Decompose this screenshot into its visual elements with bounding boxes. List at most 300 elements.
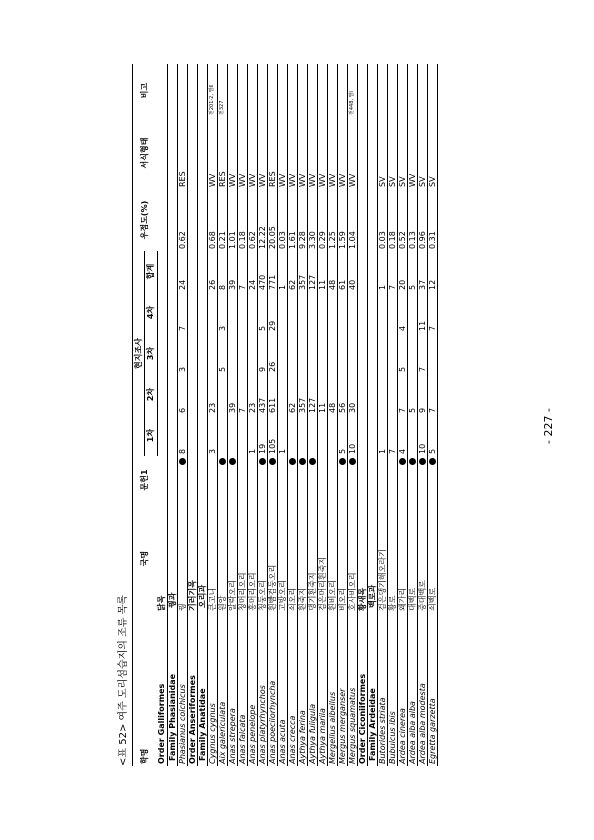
survey-total-cell: 771 [267, 274, 277, 290]
habitat-cell: WV [277, 173, 287, 187]
dominance-cell: 0.18 [387, 231, 397, 249]
scientific-name-cell: Mergus merganser [337, 688, 347, 764]
survey-count-cell: 9 [257, 366, 267, 372]
habitat-cell: WV [347, 173, 357, 187]
survey-count-cell [158, 292, 168, 333]
korean-name-cell: 흰비오리 [327, 580, 337, 611]
habitat-cell [158, 117, 168, 189]
survey-total-cell [168, 251, 178, 292]
korean-name-cell: 백로과 [367, 584, 377, 608]
dominance-cell: 0.13 [407, 231, 417, 249]
species-row [178, 64, 188, 766]
korean-name-cell: 검은머리흰죽지 [317, 556, 327, 611]
literature-cell [238, 456, 248, 504]
survey-count-cell: 1 [247, 448, 257, 454]
table-body [158, 64, 438, 766]
dominance-cell [188, 189, 198, 251]
scientific-name-cell: Egretta garzetta [427, 698, 437, 764]
survey-count-cell: 5 [407, 407, 417, 413]
remarks-cell [168, 64, 178, 117]
literature-cell [348, 456, 358, 504]
survey-count-cell [288, 415, 298, 456]
survey-count-cell [248, 292, 258, 333]
survey-count-cell [368, 333, 378, 374]
literature-record-dot-icon [309, 458, 316, 465]
survey-count-cell: 5 [397, 366, 407, 372]
remarks-cell [418, 64, 428, 117]
survey-total-cell: 39 [227, 279, 237, 290]
header-field-survey: 현지조사 [133, 251, 145, 456]
remarks-cell [268, 64, 278, 117]
habitat-cell: WV [247, 173, 257, 187]
korean-name-cell: 댕기흰죽지 [307, 572, 317, 611]
remarks-cell [338, 64, 348, 117]
habitat-cell: WV [307, 173, 317, 187]
survey-count-cell: 437 [257, 397, 267, 413]
survey-total-cell: 7 [387, 284, 397, 290]
table-caption: <표 52> 여주 도리섬습지의 조류 목록 [118, 595, 129, 766]
header-scientific-name: 학명 [133, 613, 158, 766]
literature-cell [248, 456, 258, 504]
survey-count-cell [218, 415, 228, 456]
survey-count-cell: 8 [177, 448, 187, 454]
survey-count-cell [338, 333, 348, 374]
literature-cell [188, 456, 198, 504]
dominance-cell [368, 189, 378, 251]
survey-total-cell: 127 [307, 274, 317, 290]
habitat-cell: WV [327, 173, 337, 187]
habitat-cell [358, 117, 368, 189]
dominance-cell [358, 189, 368, 251]
survey-total-cell: 20 [397, 279, 407, 290]
species-row [318, 64, 328, 766]
habitat-cell: WV [237, 173, 247, 187]
habitat-cell [168, 117, 178, 189]
habitat-cell: RES [217, 171, 227, 187]
survey-count-cell [218, 374, 228, 415]
literature-cell [298, 456, 308, 504]
survey-total-cell: 61 [337, 279, 347, 290]
literature-cell [408, 456, 418, 504]
korean-name-cell: 중대백로 [417, 580, 427, 611]
literature-record-dot-icon [179, 458, 186, 465]
literature-record-dot-icon [399, 458, 406, 465]
korean-name-cell: 대백로 [407, 587, 417, 611]
remarks-cell [258, 64, 268, 117]
survey-total-cell [158, 251, 168, 292]
species-row [398, 64, 408, 766]
korean-name-cell: 흰죽지 [297, 587, 307, 611]
species-row [278, 64, 288, 766]
survey-count-cell [208, 333, 218, 374]
species-row [238, 64, 248, 766]
remarks-cell [278, 64, 288, 117]
survey-count-cell: 19 [257, 443, 267, 454]
remarks-cell: 천448, 멸Ⅰ [349, 91, 355, 115]
survey-count-cell: 23 [247, 402, 257, 413]
survey-count-cell: 7 [417, 366, 427, 372]
literature-cell [318, 456, 328, 504]
scientific-name-cell: Phasianus colchicus [177, 684, 187, 764]
header-remarks: 비고 [133, 64, 158, 117]
remarks-cell [428, 64, 438, 117]
survey-count-cell [288, 333, 298, 374]
dominance-cell: 12.22 [257, 226, 267, 249]
korean-name-cell: 흰뺨검둥오리 [267, 564, 277, 611]
scientific-name-cell: Anas penelope [247, 704, 257, 764]
scientific-name-cell: Order Anseriformes [187, 675, 197, 764]
dominance-cell: 0.18 [237, 231, 247, 249]
korean-name-cell: 오리과 [197, 584, 207, 608]
remarks-cell [198, 64, 208, 117]
korean-name-cell: 호사비오리 [347, 572, 357, 611]
species-row [298, 64, 308, 766]
header-dominance: 우점도(%) [133, 189, 158, 251]
species-row [218, 64, 228, 766]
species-row [428, 64, 438, 766]
survey-total-cell: 40 [347, 279, 357, 290]
habitat-cell: WV [407, 173, 417, 187]
korean-name-cell: 알락오리 [227, 580, 237, 611]
survey-count-cell [378, 292, 388, 333]
survey-total-cell: 12 [427, 279, 437, 290]
survey-count-cell: 23 [207, 402, 217, 413]
header-survey-1: 1차 [145, 415, 158, 456]
survey-count-cell [238, 292, 248, 333]
survey-total-cell: 5 [407, 284, 417, 290]
literature-cell [178, 456, 188, 504]
header-survey-3: 3차 [145, 333, 158, 374]
survey-count-cell [168, 374, 178, 415]
survey-count-cell: 1 [377, 448, 387, 454]
habitat-cell: SV [427, 176, 437, 187]
species-row [388, 64, 398, 766]
survey-count-cell [298, 333, 308, 374]
survey-count-cell: 5 [427, 448, 437, 454]
habitat-cell: WV [227, 173, 237, 187]
survey-total-cell: 1 [277, 284, 287, 290]
korean-name-cell: 꿩 [177, 603, 187, 611]
family-row [198, 64, 208, 766]
korean-name-cell: 청둥오리 [257, 580, 267, 611]
species-row [208, 64, 218, 766]
literature-cell [218, 456, 228, 504]
remarks-cell [388, 64, 398, 117]
survey-count-cell [168, 292, 178, 333]
survey-count-cell: 39 [227, 402, 237, 413]
habitat-cell: SV [387, 176, 397, 187]
korean-name-cell: 홍머리오리 [247, 572, 257, 611]
korean-name-cell: 꿩과 [167, 592, 177, 608]
korean-name-cell: 기러기목 [187, 580, 197, 611]
literature-cell [198, 456, 208, 504]
scientific-name-cell: Family Ardeidae [367, 688, 377, 761]
survey-count-cell [388, 374, 398, 415]
literature-cell [278, 456, 288, 504]
korean-name-cell: 비오리 [337, 587, 347, 611]
survey-count-cell: 62 [287, 402, 297, 413]
survey-count-cell [308, 292, 318, 333]
remarks-cell [398, 64, 408, 117]
survey-count-cell: 48 [327, 402, 337, 413]
survey-count-cell: 5 [337, 448, 347, 454]
remarks-cell [288, 64, 298, 117]
survey-total-cell: 357 [297, 274, 307, 290]
species-row [288, 64, 298, 766]
survey-count-cell [328, 292, 338, 333]
literature-record-dot-icon [429, 458, 436, 465]
literature-record-dot-icon [289, 458, 296, 465]
survey-count-cell: 5 [257, 325, 267, 331]
literature-cell [208, 456, 218, 504]
remarks-cell [158, 64, 168, 117]
korean-name-cell: 검은댕기해오라기 [377, 549, 387, 611]
scientific-name-cell: Anas poecilorhyncha [267, 680, 277, 764]
habitat-cell: RES [267, 171, 277, 187]
survey-total-cell [188, 251, 198, 292]
survey-count-cell [158, 333, 168, 374]
species-row [258, 64, 268, 766]
dominance-cell [168, 189, 178, 251]
survey-count-cell [368, 374, 378, 415]
survey-total-cell: 37 [417, 279, 427, 290]
survey-count-cell [388, 292, 398, 333]
literature-record-dot-icon [339, 458, 346, 465]
species-row [378, 64, 388, 766]
scientific-name-cell: Bubulcus ibis [387, 711, 397, 764]
species-row [268, 64, 278, 766]
survey-count-cell [198, 415, 208, 456]
remarks-cell: 천327 [219, 100, 225, 115]
dominance-cell: 1.04 [347, 231, 357, 249]
scientific-name-cell: Anas platyrhynchos [257, 685, 267, 764]
survey-count-cell [348, 333, 358, 374]
survey-count-cell [408, 415, 418, 456]
survey-count-cell [188, 333, 198, 374]
scientific-name-cell: Anas strepera [227, 708, 237, 764]
survey-count-cell: 26 [267, 361, 277, 372]
remarks-cell [368, 64, 378, 117]
remarks-cell: 천201-2, 멸Ⅱ [209, 85, 215, 115]
korean-name-cell: 원앙 [217, 595, 227, 611]
species-row [308, 64, 318, 766]
dominance-cell [158, 189, 168, 251]
survey-count-cell [188, 292, 198, 333]
survey-count-cell [248, 333, 258, 374]
species-row [408, 64, 418, 766]
survey-total-cell [358, 251, 368, 292]
remarks-cell [248, 64, 258, 117]
survey-count-cell [338, 292, 348, 333]
survey-count-cell: 7 [237, 407, 247, 413]
scientific-name-cell: Aythya marila [317, 708, 327, 764]
survey-count-cell [408, 333, 418, 374]
survey-count-cell [278, 333, 288, 374]
literature-cell [358, 456, 368, 504]
survey-count-cell: 3 [207, 448, 217, 454]
scientific-name-cell: Butorides striata [377, 697, 387, 764]
survey-count-cell [298, 415, 308, 456]
survey-count-cell [318, 415, 328, 456]
scientific-name-cell: Order Galliformes [157, 683, 167, 764]
survey-count-cell [158, 415, 168, 456]
survey-count-cell [198, 374, 208, 415]
survey-count-cell [378, 374, 388, 415]
survey-total-cell: 8 [217, 284, 227, 290]
remarks-cell [298, 64, 308, 117]
bird-list-table [132, 64, 438, 766]
dominance-cell: 1.01 [227, 231, 237, 249]
literature-record-dot-icon [269, 458, 276, 465]
survey-count-cell: 3 [177, 366, 187, 372]
survey-total-cell: 470 [257, 274, 267, 290]
literature-cell [428, 456, 438, 504]
habitat-cell: SV [417, 176, 427, 187]
literature-cell [168, 456, 178, 504]
survey-count-cell [188, 415, 198, 456]
survey-count-cell [358, 374, 368, 415]
remarks-cell [178, 64, 188, 117]
scientific-name-cell: Order Ciconiiformes [357, 673, 367, 764]
dominance-cell: 0.03 [277, 231, 287, 249]
scientific-name-cell: Ardea alba modesta [417, 683, 427, 764]
literature-cell [288, 456, 298, 504]
survey-count-cell: 11 [317, 402, 327, 413]
survey-count-cell [278, 292, 288, 333]
survey-count-cell: 7 [177, 325, 187, 331]
dominance-cell: 0.68 [207, 231, 217, 249]
page-number: - 227 - [542, 408, 555, 444]
survey-count-cell [198, 292, 208, 333]
order-row [188, 64, 198, 766]
literature-record-dot-icon [219, 458, 226, 465]
literature-cell [398, 456, 408, 504]
survey-count-cell [348, 292, 358, 333]
survey-count-cell: 4 [397, 325, 407, 331]
scientific-name-cell: Anas acuta [277, 719, 287, 764]
survey-count-cell: 6 [177, 407, 187, 413]
survey-count-cell [318, 333, 328, 374]
scientific-name-cell: Anas crecca [287, 715, 297, 764]
korean-name-cell: 큰고니 [207, 587, 217, 611]
habitat-cell: RES [177, 171, 187, 187]
survey-total-cell [198, 251, 208, 292]
literature-cell [378, 456, 388, 504]
header-literature: 문헌1 [133, 456, 158, 504]
habitat-cell: WV [207, 173, 217, 187]
survey-count-cell [228, 333, 238, 374]
literature-record-dot-icon [299, 458, 306, 465]
dominance-cell: 1.25 [327, 231, 337, 249]
korean-name-cell: 왜가리 [397, 587, 407, 611]
survey-count-cell: 357 [297, 397, 307, 413]
korean-name-cell: 황로 [387, 595, 397, 611]
literature-cell [258, 456, 268, 504]
survey-count-cell: 3 [217, 325, 227, 331]
literature-record-dot-icon [409, 458, 416, 465]
header-survey-total: 합계 [145, 251, 158, 292]
species-row [338, 64, 348, 766]
literature-record-dot-icon [419, 458, 426, 465]
species-row [418, 64, 428, 766]
dominance-cell: 0.29 [317, 231, 327, 249]
dominance-cell: 9.28 [297, 231, 307, 249]
survey-count-cell [388, 333, 398, 374]
habitat-cell: WV [297, 173, 307, 187]
literature-record-dot-icon [229, 458, 236, 465]
survey-count-cell [228, 292, 238, 333]
literature-cell [368, 456, 378, 504]
survey-total-cell: 1 [377, 284, 387, 290]
dominance-cell: 0.31 [427, 231, 437, 249]
survey-count-cell [298, 292, 308, 333]
survey-count-cell: 7 [427, 407, 437, 413]
dominance-cell: 0.03 [377, 231, 387, 249]
scientific-name-cell: Anas falcata [237, 714, 247, 764]
korean-name-cell: 황새목 [357, 587, 367, 611]
header-survey-2: 2차 [145, 374, 158, 415]
survey-count-cell: 29 [267, 320, 277, 331]
survey-count-cell: 7 [387, 448, 397, 454]
survey-count-cell [328, 333, 338, 374]
header-habitat: 서식형태 [133, 117, 158, 189]
scientific-name-cell: Aythya ferina [297, 710, 307, 764]
habitat-cell: WV [287, 173, 297, 187]
species-row [328, 64, 338, 766]
scientific-name-cell: Mergellus albellus [327, 691, 337, 764]
survey-count-cell [308, 415, 318, 456]
scientific-name-cell: Family Phasianidae [167, 673, 177, 761]
korean-name-cell: 쇠오리 [287, 587, 297, 611]
header-survey-4: 4차 [145, 292, 158, 333]
survey-count-cell [238, 415, 248, 456]
survey-count-cell [278, 374, 288, 415]
survey-total-cell: 62 [287, 279, 297, 290]
survey-count-cell [378, 333, 388, 374]
dominance-cell: 3.30 [307, 231, 317, 249]
survey-count-cell: 7 [427, 325, 437, 331]
survey-count-cell: 5 [217, 366, 227, 372]
habitat-cell [188, 117, 198, 189]
scientific-name-cell: Ardea alba alba [407, 701, 417, 764]
dominance-cell [198, 189, 208, 251]
remarks-cell [318, 64, 328, 117]
literature-cell [328, 456, 338, 504]
remarks-cell [328, 64, 338, 117]
dominance-cell: 0.52 [397, 231, 407, 249]
survey-count-cell [428, 333, 438, 374]
survey-count-cell [328, 415, 338, 456]
survey-total-cell: 24 [177, 279, 187, 290]
habitat-cell: WV [317, 173, 327, 187]
scientific-name-cell: Mergus squamatus [347, 687, 357, 764]
dominance-cell: 0.62 [177, 231, 187, 249]
remarks-cell [408, 64, 418, 117]
survey-count-cell [168, 415, 178, 456]
survey-count-cell: 10 [347, 443, 357, 454]
korean-name-cell: 닭목 [157, 595, 167, 611]
survey-count-cell: 1 [277, 448, 287, 454]
survey-count-cell: 30 [347, 402, 357, 413]
korean-name-cell: 고방오리 [277, 580, 287, 611]
survey-count-cell [358, 415, 368, 456]
remarks-cell [358, 64, 368, 117]
remarks-cell [308, 64, 318, 117]
habitat-cell: WV [257, 173, 267, 187]
survey-count-cell: 611 [267, 397, 277, 413]
survey-count-cell [168, 333, 178, 374]
header-korean-name: 국명 [133, 504, 158, 613]
